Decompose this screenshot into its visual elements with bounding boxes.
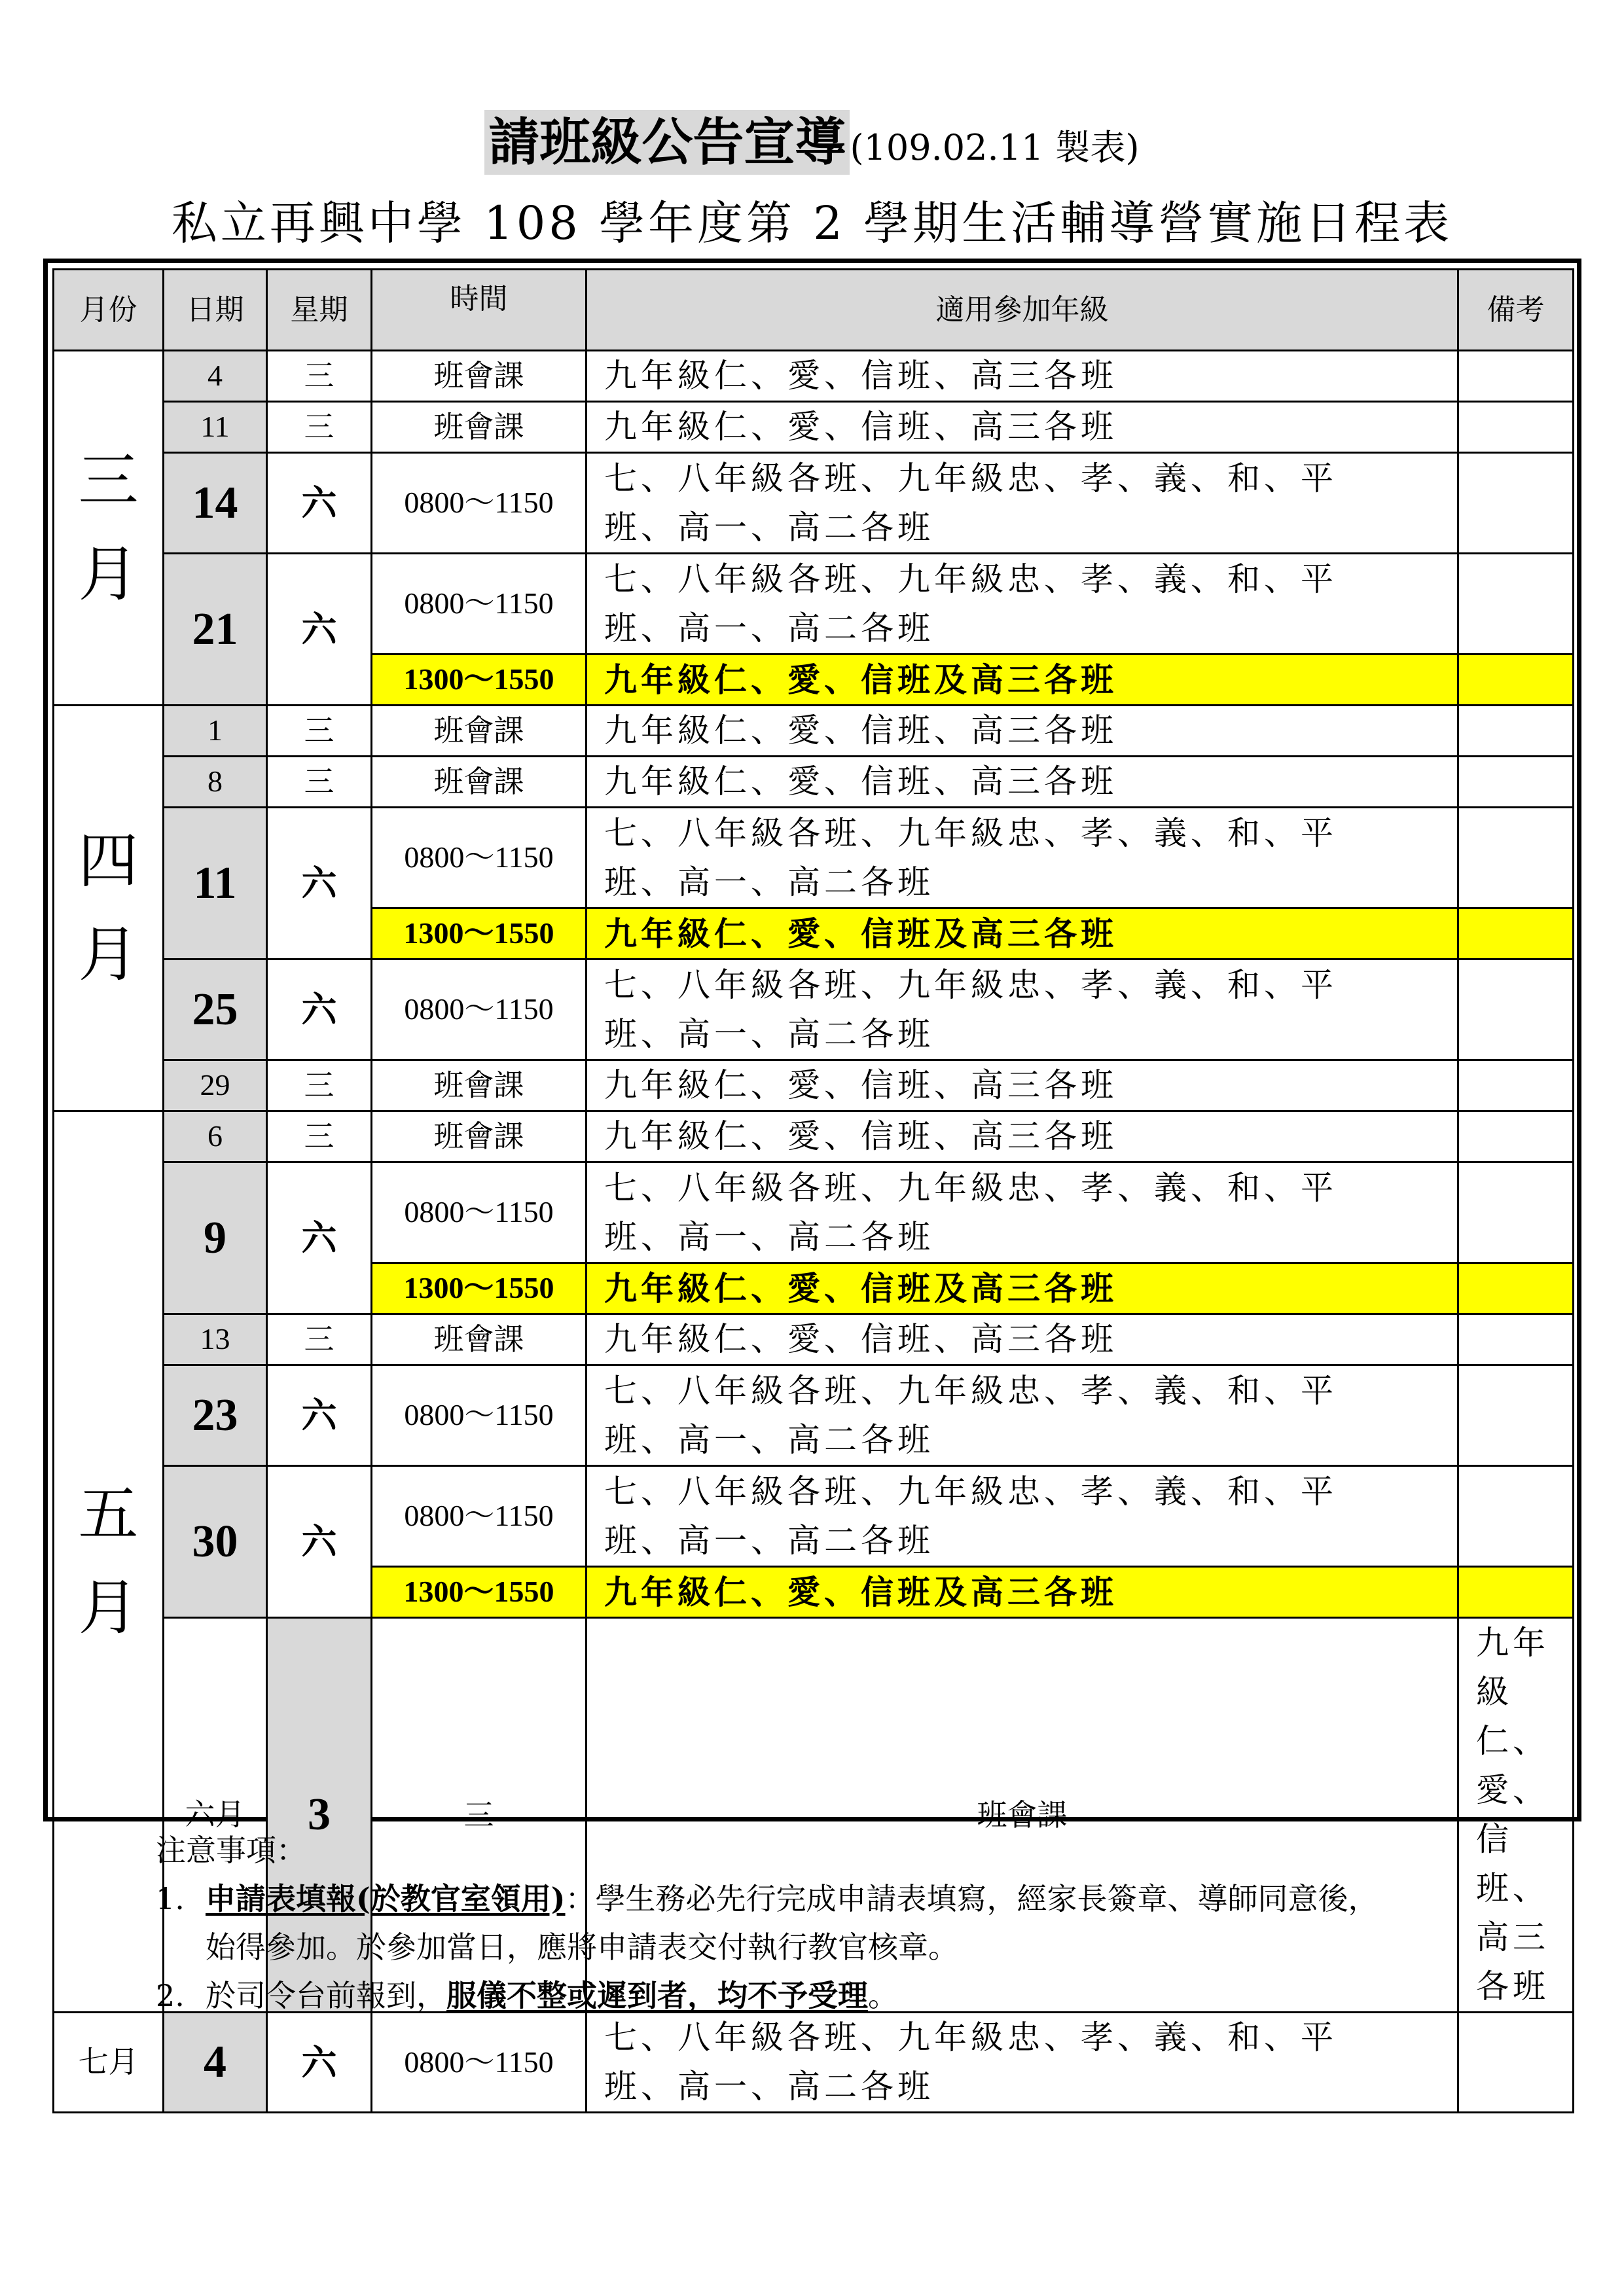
time-cell: 班會課: [372, 1314, 586, 1365]
grades-line: 七、八年級各班、九年級忠、孝、義、和、平: [604, 1168, 1337, 1207]
time-cell: 1300～1550: [372, 1263, 586, 1314]
table-row: [54, 960, 1574, 1060]
header-month: 月份: [54, 270, 164, 351]
weekday-cell: 六: [267, 554, 372, 706]
note-body: 於司令台前報到，: [206, 1978, 446, 2013]
date-cell: 3: [267, 1618, 372, 2013]
grades-line: 班、高一、高二各班: [604, 863, 934, 901]
time-cell: 班會課: [372, 706, 586, 757]
remarks-cell: [1458, 453, 1574, 554]
time-cell: 班會課: [372, 757, 586, 808]
weekday-cell: 三: [267, 757, 372, 808]
remarks-cell: [1458, 1466, 1574, 1567]
header-remarks: 備考: [1458, 270, 1574, 351]
grades-cell: [586, 1365, 1458, 1466]
page-subtitle: 私立再興中學 108 學年度第 2 學期生活輔導營實施日程表: [171, 196, 1453, 250]
weekday-cell: 三: [267, 1060, 372, 1111]
table-row: [54, 351, 1574, 402]
weekday-cell: 三: [267, 706, 372, 757]
notes-heading: 注意事項：: [156, 1833, 306, 1868]
remarks-cell: [1458, 706, 1574, 757]
time-cell: 0800～1150: [372, 554, 586, 655]
grades-line: 七、八年級各班、九年級忠、孝、義、和、平: [604, 814, 1337, 852]
grades-line: 七、八年級各班、九年級忠、孝、義、和、平: [604, 459, 1337, 497]
weekday-cell: 三: [372, 1618, 586, 2013]
remarks-cell: [1458, 908, 1574, 960]
date-cell: 23: [164, 1365, 267, 1466]
note-emphasis: 申請表填報(於教官室領用): [206, 1881, 566, 1916]
grades-line: 班、高一、高二各班: [604, 1217, 934, 1256]
grades-cell: [586, 808, 1458, 908]
note-body: ：學生務必先行完成申請表填寫，經家長簽章、導師同意後，: [565, 1881, 1379, 1916]
remarks-cell: [1458, 655, 1574, 706]
date-cell: 8: [164, 757, 267, 808]
note-end: 。: [868, 1978, 898, 2013]
table-row: [54, 808, 1574, 908]
grades-line: 七、八年級各班、九年級忠、孝、義、和、平: [604, 965, 1337, 1004]
remarks-cell: [1458, 1060, 1574, 1111]
time-cell: 0800～1150: [372, 1466, 586, 1567]
grades-cell: [586, 960, 1458, 1060]
time-cell: 1300～1550: [372, 655, 586, 706]
title-line: [0, 110, 1624, 189]
table-row: [54, 1314, 1574, 1365]
header-weekday: 星期: [267, 270, 372, 351]
note-body-continued: 始得參加。於參加當日，應將申請表交付執行教官核章。: [206, 1929, 958, 1965]
grades-cell: [586, 453, 1458, 554]
grades-line: 七、八年級各班、九年級忠、孝、義、和、平: [604, 2018, 1337, 2056]
remarks-cell: [1458, 1111, 1574, 1162]
grades-cell: 九年級仁、愛、信班、高三各班: [586, 706, 1458, 757]
remarks-cell: [1458, 351, 1574, 402]
header-time: 時間: [372, 270, 586, 351]
grades-cell: 九年級仁、愛、信班、高三各班: [586, 351, 1458, 402]
month-cell-july: 七月: [54, 2013, 164, 2113]
time-cell: 班會課: [372, 1060, 586, 1111]
weekday-cell: 六: [267, 1466, 372, 1618]
time-cell: 1300～1550: [372, 1567, 586, 1618]
weekday-cell: 六: [267, 1162, 372, 1314]
grades-line: 七、八年級各班、九年級忠、孝、義、和、平: [604, 560, 1337, 598]
time-cell: 0800～1150: [372, 2013, 586, 2113]
grades-cell: 九年級仁、愛、信班、高三各班: [586, 1314, 1458, 1365]
grades-line: 班、高一、高二各班: [604, 2068, 934, 2106]
time-cell: 班會課: [372, 1111, 586, 1162]
remarks-cell: [1458, 960, 1574, 1060]
remarks-cell: [1458, 2013, 1574, 2113]
time-cell: 班會課: [586, 1618, 1458, 2013]
weekday-cell: 六: [267, 960, 372, 1060]
table-row: [54, 757, 1574, 808]
remarks-cell: [1458, 554, 1574, 655]
note-number: 2.: [156, 1978, 185, 2013]
table-row: [54, 453, 1574, 554]
time-cell: 0800～1150: [372, 808, 586, 908]
table-row: [54, 706, 1574, 757]
title-date: (109.02.11 製表): [850, 127, 1140, 168]
table-row: [54, 1162, 1574, 1263]
date-cell: 13: [164, 1314, 267, 1365]
remarks-cell: [1458, 1162, 1574, 1263]
time-cell: 班會課: [372, 351, 586, 402]
table-row: [54, 1466, 1574, 1567]
table-row: [54, 554, 1574, 655]
table-row: [54, 1365, 1574, 1466]
date-cell: 14: [164, 453, 267, 554]
date-cell: 25: [164, 960, 267, 1060]
grades-cell: [586, 554, 1458, 655]
table-row: [54, 2013, 1574, 2113]
weekday-cell: 六: [267, 1365, 372, 1466]
grades-cell: 九年級仁、愛、信班、高三各班: [586, 1060, 1458, 1111]
remarks-cell: [1458, 1263, 1574, 1314]
grades-cell: [586, 2013, 1458, 2113]
grades-line: 七、八年級各班、九年級忠、孝、義、和、平: [604, 1371, 1337, 1410]
date-cell: 29: [164, 1060, 267, 1111]
date-cell: 21: [164, 554, 267, 706]
weekday-cell: 三: [267, 1111, 372, 1162]
time-cell: 0800～1150: [372, 453, 586, 554]
remarks-cell: [1458, 757, 1574, 808]
page-title: 請班級公告宣導: [484, 110, 850, 175]
remarks-cell: [1458, 402, 1574, 453]
date-cell: 1: [164, 706, 267, 757]
time-cell: 0800～1150: [372, 1162, 586, 1263]
grades-line: 七、八年級各班、九年級忠、孝、義、和、平: [604, 1472, 1337, 1511]
remarks-cell: [1458, 1365, 1574, 1466]
grades-line: 班、高一、高二各班: [604, 1521, 934, 1560]
weekday-cell: 六: [267, 2013, 372, 2113]
grades-line: 班、高一、高二各班: [604, 508, 934, 547]
grades-cell: 九年級仁、愛、信班、高三各班: [586, 402, 1458, 453]
grades-cell: [586, 1466, 1458, 1567]
weekday-cell: 三: [267, 1314, 372, 1365]
time-cell: 班會課: [372, 402, 586, 453]
note-item-2: [156, 1971, 1530, 2020]
table-row: [54, 1060, 1574, 1111]
header-row: [54, 270, 1574, 351]
grades-line: 班、高一、高二各班: [604, 609, 934, 647]
grades-cell: [586, 1162, 1458, 1263]
grades-line: 班、高一、高二各班: [604, 1420, 934, 1459]
grades-cell: 九年級仁、愛、信班及高三各班: [586, 655, 1458, 706]
time-cell: 0800～1150: [372, 1365, 586, 1466]
month-cell-may: 五月: [54, 1111, 164, 2013]
note-item-1: [156, 1874, 1530, 1971]
note-number: 1.: [156, 1881, 185, 1916]
date-cell: 11: [164, 808, 267, 960]
table-row: [54, 1111, 1574, 1162]
grades-cell: 九年級仁、愛、信班、高三各班: [1458, 1618, 1574, 2013]
grades-cell: 九年級仁、愛、信班、高三各班: [586, 1111, 1458, 1162]
remarks-cell: [1458, 1567, 1574, 1618]
weekday-cell: 六: [267, 453, 372, 554]
notes-section: [156, 1826, 1530, 2020]
grades-cell: 九年級仁、愛、信班及高三各班: [586, 1263, 1458, 1314]
date-cell: 4: [164, 2013, 267, 2113]
date-cell: 9: [164, 1162, 267, 1314]
grades-line: 班、高一、高二各班: [604, 1014, 934, 1053]
note-text: [206, 1874, 1379, 1971]
header-date: 日期: [164, 270, 267, 351]
date-cell: 4: [164, 351, 267, 402]
month-cell-march: 三月: [54, 351, 164, 706]
weekday-cell: 三: [267, 402, 372, 453]
time-cell: 1300～1550: [372, 908, 586, 960]
note-emphasis: 服儀不整或遲到者，均不予受理: [446, 1978, 868, 2013]
weekday-cell: 六: [267, 808, 372, 960]
date-cell: 6: [164, 1111, 267, 1162]
month-cell-april: 四月: [54, 706, 164, 1111]
note-text: [206, 1971, 898, 2020]
table-row: [54, 402, 1574, 453]
month-cell-june: 六月: [164, 1618, 267, 2013]
remarks-cell: [1458, 808, 1574, 908]
header-grades: 適用參加年級: [586, 270, 1458, 351]
weekday-cell: 三: [267, 351, 372, 402]
date-cell: 30: [164, 1466, 267, 1618]
grades-cell: 九年級仁、愛、信班、高三各班: [586, 757, 1458, 808]
time-cell: 0800～1150: [372, 960, 586, 1060]
remarks-cell: [1458, 1314, 1574, 1365]
grades-cell: 九年級仁、愛、信班及高三各班: [586, 1567, 1458, 1618]
date-cell: 11: [164, 402, 267, 453]
grades-cell: 九年級仁、愛、信班及高三各班: [586, 908, 1458, 960]
